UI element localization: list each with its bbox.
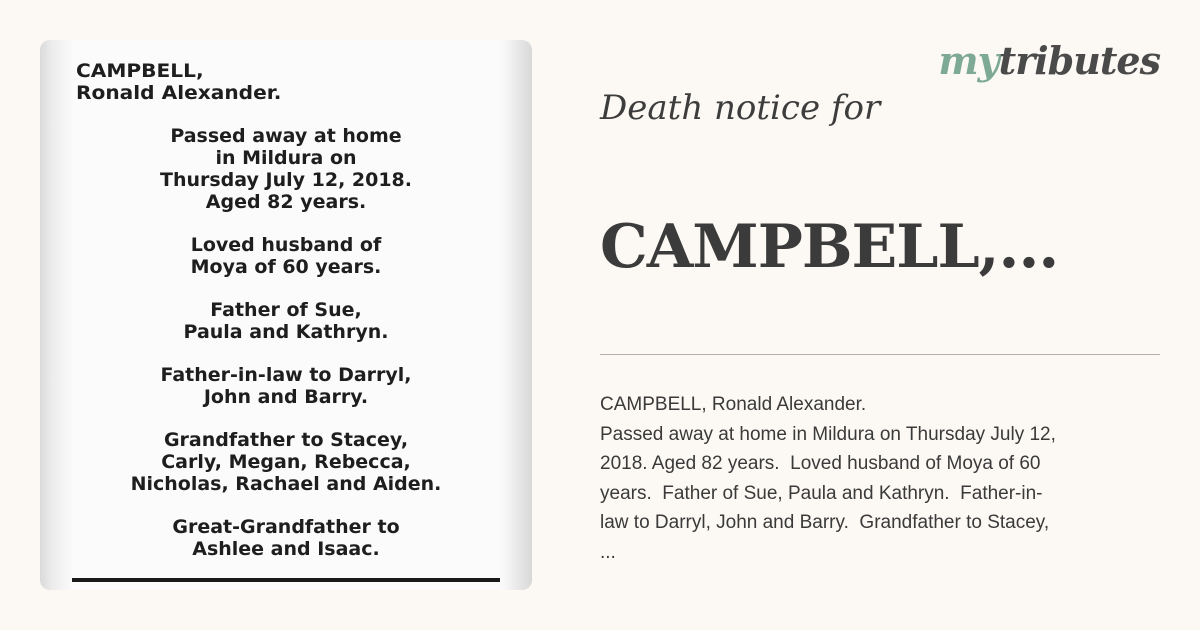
death-notice-clipping	[40, 40, 532, 590]
clipping-great-grandfather-block	[74, 516, 498, 560]
clipping-line: Carly, Megan, Rebecca,	[161, 451, 411, 473]
clipping-line: Aged 82 years.	[205, 191, 367, 213]
excerpt-line: CAMPBELL, Ronald Alexander.	[600, 394, 867, 415]
clipping-surname: CAMPBELL,	[76, 60, 204, 82]
clipping-father-in-law-block	[74, 364, 498, 408]
clipping-husband-block	[74, 234, 498, 278]
clipping-line: in Mildura on	[215, 147, 357, 169]
clipping-line: Father-in-law to Darryl,	[160, 364, 412, 386]
clipping-line: Loved husband of	[190, 234, 382, 256]
clipping-line: Grandfather to Stacey,	[163, 429, 409, 451]
clipping-line: Ashlee and Isaac.	[192, 538, 380, 560]
clipping-given-names: Ronald Alexander.	[76, 82, 282, 104]
clipping-line: Paula and Kathryn.	[183, 321, 389, 343]
clipping-line: John and Barry.	[203, 386, 369, 408]
clipping-father-block	[74, 299, 498, 343]
clipping-bottom-rule	[72, 578, 500, 582]
deceased-name-title: CAMPBELL,...	[600, 212, 1059, 282]
clipping-passing-block	[74, 125, 498, 213]
divider	[600, 354, 1160, 355]
excerpt-line: 2018. Aged 82 years. Loved husband of Moya of 60	[600, 453, 1041, 474]
clipping-line: Great-Grandfather to	[172, 516, 400, 538]
excerpt-line: Passed away at home in Mildura on Thursday July 12,	[600, 423, 1056, 445]
excerpt-line: years. Father of Sue, Paula and Kathryn. Father-in-	[600, 482, 1043, 504]
clipping-line: Thursday July 12, 2018.	[159, 169, 412, 191]
clipping-line: Passed away at home	[170, 125, 402, 147]
excerpt-line: law to Darryl, John and Barry. Grandfather to Stacey,	[600, 512, 1050, 533]
excerpt-ellipsis: ...	[600, 541, 616, 563]
logo-prefix: my	[938, 38, 999, 83]
logo-suffix: tributes	[998, 38, 1160, 83]
clipping-heading	[76, 60, 523, 104]
clipping-line: Father of Sue,	[210, 299, 362, 321]
clipping-line: Nicholas, Rachael and Aiden.	[130, 473, 442, 495]
mytributes-logo[interactable]	[938, 38, 1160, 83]
clipping-line: Moya of 60 years.	[190, 256, 382, 278]
notice-label: Death notice for	[600, 88, 881, 128]
clipping-text	[74, 60, 498, 560]
clipping-grandfather-block	[74, 429, 498, 495]
notice-excerpt	[600, 390, 1160, 567]
